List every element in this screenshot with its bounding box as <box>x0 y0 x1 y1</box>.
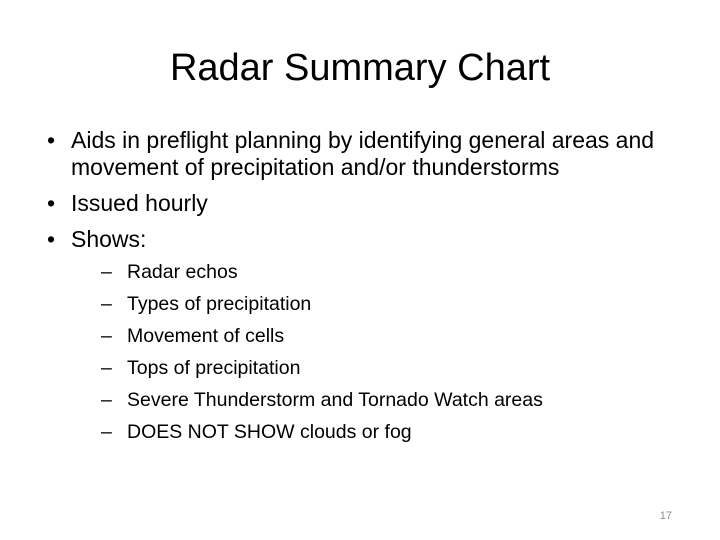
bullet-list <box>47 127 672 454</box>
sub-bullet-list <box>71 260 672 445</box>
bullet-item-shows-label: Shows: <box>71 226 147 252</box>
sub-bullet-item: – Radar echos <box>71 260 672 285</box>
sub-bullet-item: – Tops of precipitation <box>71 356 672 381</box>
sub-bullet-item: – Types of precipitation <box>71 292 672 317</box>
bullet-item-preflight: • Aids in preflight planning by identifying general areas and movement of precipitation and/or thunderstorms <box>47 127 672 181</box>
slide-number: 17 <box>659 510 672 522</box>
bullet-item-shows <box>47 226 672 445</box>
sub-bullet-item: – DOES NOT SHOW clouds or fog <box>71 420 672 445</box>
slide-title: Radar Summary Chart <box>169 47 551 89</box>
bullet-item-issued: • Issued hourly <box>47 190 672 217</box>
sub-bullet-item: – Severe Thunderstorm and Tornado Watch areas <box>71 388 672 413</box>
sub-bullet-item: – Movement of cells <box>71 324 672 349</box>
